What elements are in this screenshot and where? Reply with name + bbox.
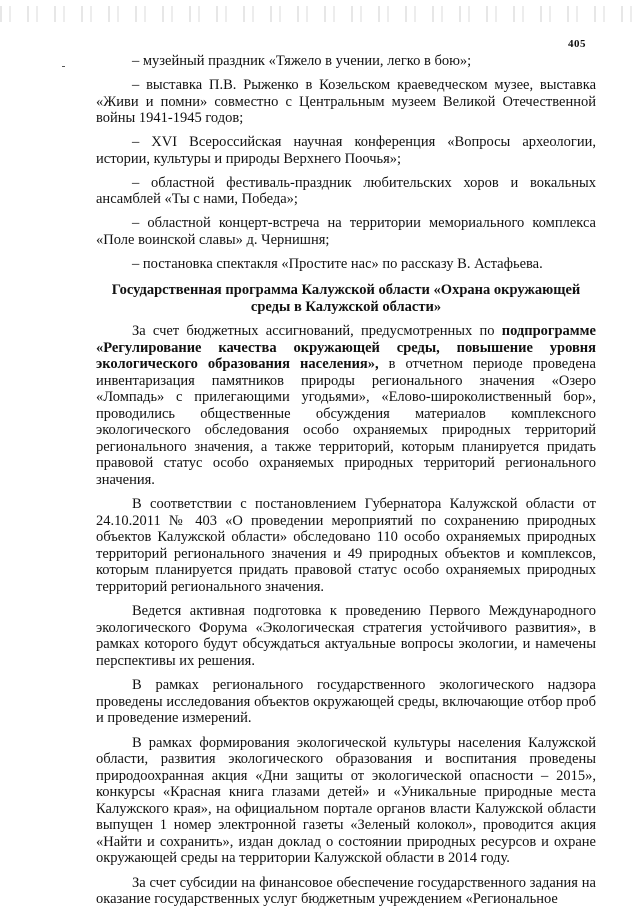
paragraph: В рамках формирования экологической культуры населения Калужской области, развития экологического образования и воспитания проведены природоохранная акция «Дни защиты от экологической опасности – 2015», конкурсы «Красная книга глазами детей» и «Уникальные природные места Калужского края», на официальном портале органов власти Калужской области выпущен 1 номер электронной газеты «Зеленый колокол», проводится акция «Найти и сохранить», издан доклад о состоянии природных ресурсов и охране окружающей среды на территории Калужской области в 2014 году.	[96, 734, 596, 866]
subprogram-name: подпрограмме «Регулирование качества окружающей среды, повышение уровня экологического образования населения»,	[96, 323, 596, 372]
paragraph: За счет субсидии на финансовое обеспечение государственного задания на оказание государственных услуг бюджетным учреждением «Региональное	[96, 874, 596, 907]
paragraph: Ведется активная подготовка к проведению Первого Международного экологического Форума «Экологическая стратегия устойчивого развития», в рамках которого будут обсуждаться актуальные вопросы экологии, и намечены перспективы их решения.	[96, 603, 596, 669]
list-item: – областной фестиваль-праздник любительских хоров и вокальных ансамблей «Ты с нами, Победа»;	[96, 174, 596, 207]
paragraph: В соответствии с постановлением Губернатора Калужской области от 24.10.2011 № 403 «О проведении мероприятий по сохранению природных объектов Калужской области» обследовано 110 особо охраняемых природных территорий регионального значения и 49 природных объектов и комплексов, которым планируется придать правовой статус особо охраняемых природных территорий регионального значения.	[96, 496, 596, 595]
scan-artifact-strip	[0, 6, 640, 22]
list-item: – XVI Всероссийская научная конференция «Вопросы археологии, истории, культуры и природы Верхнего Поочья»;	[96, 134, 596, 167]
paragraph-lead: За счет бюджетных ассигнований, предусмотренных по	[132, 323, 502, 339]
paragraph-subprogram	[96, 323, 596, 488]
list-item: – постановка спектакля «Простите нас» по рассказу В. Астафьева.	[132, 255, 543, 272]
list-item: – музейный праздник «Тяжело в учении, легко в бою»;	[132, 53, 472, 69]
paragraph: В рамках регионального государственного экологического надзора проведены исследования объектов окружающей среды, включающие отбор проб и проведение измерений.	[96, 677, 596, 726]
document-body	[96, 53, 596, 908]
paragraph-rest: в отчетном периоде проведена инвентаризация памятников природы регионального значения «Озеро «Ломпадь» с прилегающими угодьями», «Елово-широколиственный бор», проводились общественные обсуждения материалов комплексного экологического обследования особо охраняемых природных территорий регионального значения, а также территорий, которым планируется придать правовой статус особо охраняемых природных территорий регионального значения.	[96, 356, 596, 488]
list-item: – выставка П.В. Рыженко в Козельском краеведческом музее, выставка «Живи и помни» совместно с Центральным музеем Великой Отечественной войны 1941-1945 годов;	[96, 77, 596, 126]
list-item: – областной концерт-встреча на территории мемориального комплекса «Поле воинской славы» д. Чернишня;	[96, 215, 596, 248]
section-heading: Государственная программа Калужской области «Охрана окружающей среды в Калужской области»	[111, 282, 581, 315]
scan-speck	[62, 66, 65, 67]
page-number: 405	[568, 38, 586, 50]
